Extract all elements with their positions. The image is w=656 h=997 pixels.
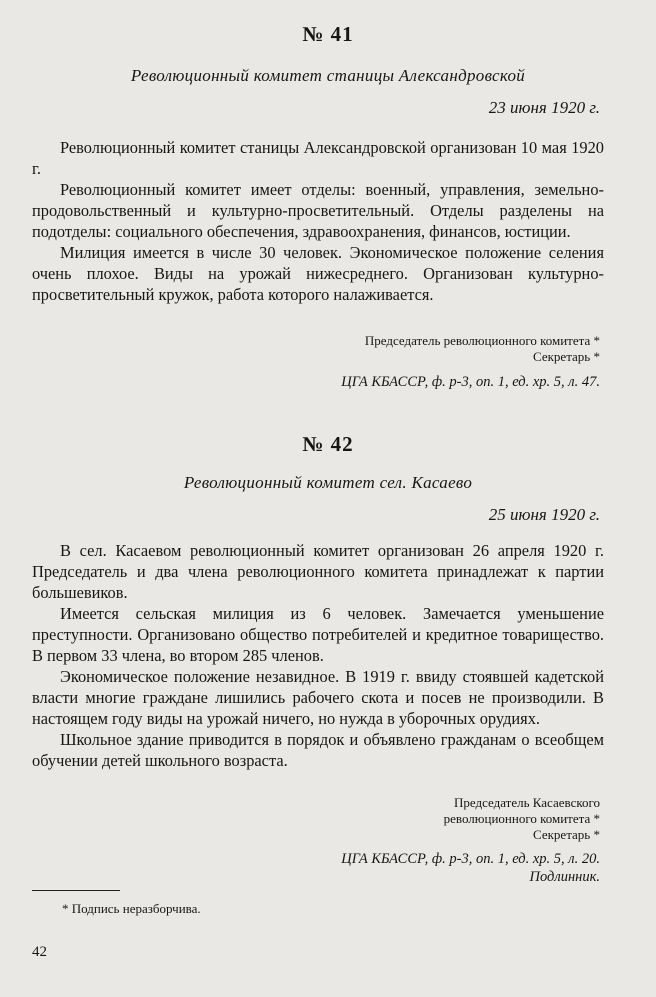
doc-41-paragraph: Революционный комитет имеет отделы: военный, управления, земельно-продовольственный и культурно-просветительный. Отделы разделены на подотделы: социального обеспечения, здравоохранения, финансов, юстиции. (32, 180, 604, 241)
doc-42-paragraph: Школьное здание приводится в порядок и объявлено гражданам о всеобщем обучении детей школьного возраста. (32, 730, 604, 770)
doc-41-signature-line: Председатель революционного комитета * (364, 333, 600, 348)
doc-42-paragraph: Экономическое положение незавидное. В 1919 г. ввиду стоявшей кадетской власти многие граждане лишились рабочего скота и посев не производили. В настоящем году виды на урожай ничего, но нужда в уборочных орудиях. (32, 667, 604, 728)
doc-41-number: № 41 (302, 22, 354, 46)
doc-42-date: 25 июня 1920 г. (488, 505, 600, 524)
doc-42-paragraph: Имеется сельская милиция из 6 человек. Замечается уменьшение преступности. Организовано общество потребителей и кредитное товарищество. В первом 33 члена, во втором 285 членов. (32, 604, 604, 665)
doc-42-signature-line: Председатель Касаевского (453, 795, 600, 810)
doc-42-signature-line: Секретарь * (533, 827, 600, 842)
doc-41-signature-line: Секретарь * (533, 349, 600, 364)
footnote: * Подпись неразборчива. (62, 901, 201, 916)
doc-42-signatures (444, 795, 600, 843)
doc-42-signature-line: революционного комитета * (443, 811, 600, 826)
doc-42-body (32, 540, 604, 771)
doc-41-paragraph: Революционный комитет станицы Александровской организован 10 мая 1920 г. (32, 138, 604, 178)
doc-41-title: Революционный комитет станицы Александровской (130, 66, 526, 85)
footnote-divider (32, 890, 120, 891)
doc-41-archive-reference: ЦГА КБАССР, ф. р-3, оп. 1, ед. хр. 5, л. 47. (341, 374, 600, 390)
doc-42-paragraph: В сел. Касаевом революционный комитет организован 26 апреля 1920 г. Председатель и два члена революционного комитета принадлежат к партии большевиков. (32, 541, 604, 602)
doc-42-archive-note: Подлинник. (529, 869, 600, 885)
doc-42-archive-reference (341, 850, 600, 886)
doc-42-number: № 42 (302, 432, 354, 456)
page-number: 42 (32, 944, 47, 960)
doc-42-title: Революционный комитет сел. Касаево (183, 473, 473, 492)
doc-41-signatures (365, 333, 600, 365)
doc-41-date: 23 июня 1920 г. (488, 98, 600, 117)
doc-41-body (32, 137, 604, 305)
doc-41-paragraph: Милиция имеется в числе 30 человек. Экономическое положение селения очень плохое. Виды на урожай нижесреднего. Организован культурно-просветительный кружок, работа которого налаживается. (32, 243, 604, 304)
doc-42-archive-line: ЦГА КБАССР, ф. р-3, оп. 1, ед. хр. 5, л. 20. (341, 851, 600, 867)
